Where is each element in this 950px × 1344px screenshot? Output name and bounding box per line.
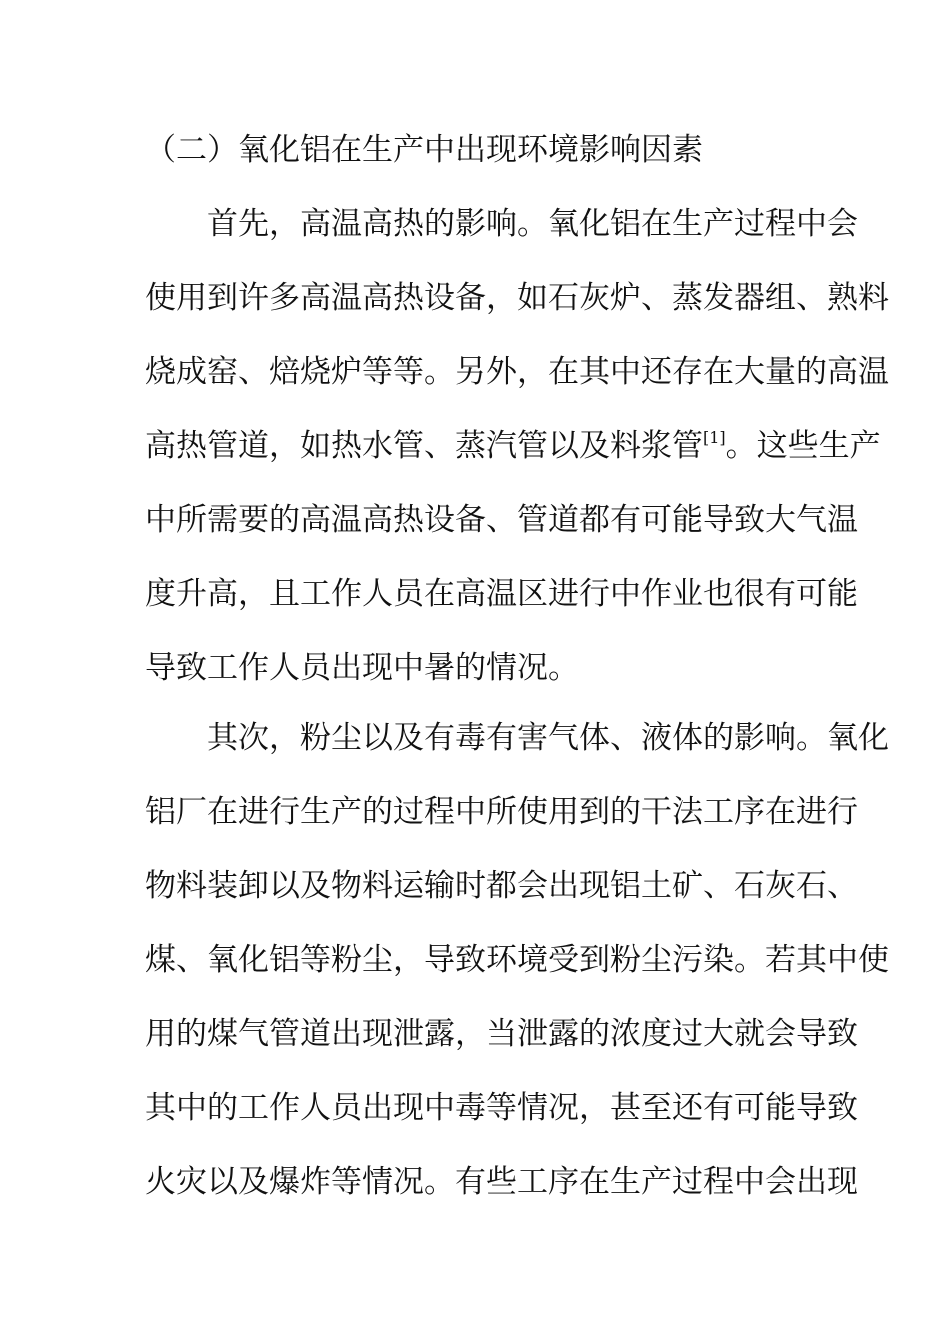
paragraph-line: 火灾以及爆炸等情况。有些工序在生产过程中会出现 bbox=[145, 1164, 858, 1200]
paragraph-line: 使用到许多高温高热设备，如石灰炉、蒸发器组、熟料 bbox=[145, 280, 889, 316]
section-heading bbox=[145, 113, 810, 187]
paragraph-line: 烧成窑、焙烧炉等等。另外，在其中还存在大量的高温 bbox=[145, 354, 889, 390]
line-text: 高热管道，如热水管、蒸汽管以及料浆管 bbox=[145, 428, 703, 464]
paragraph-line-with-citation bbox=[145, 409, 881, 483]
paragraph-dust bbox=[145, 701, 889, 1219]
heading-line: （二）氧化铝在生产中出现环境影响因素 bbox=[145, 132, 703, 168]
paragraph-line: 用的煤气管道出现泄露，当泄露的浓度过大就会导致 bbox=[145, 1016, 858, 1052]
paragraph-line: 煤、氧化铝等粉尘，导致环境受到粉尘污染。若其中使 bbox=[145, 942, 889, 978]
paragraph-line: 物料装卸以及物料运输时都会出现铝土矿、石灰石、 bbox=[145, 868, 858, 904]
citation-superscript: [1] bbox=[703, 428, 726, 447]
paragraph-line: 其次，粉尘以及有毒有害气体、液体的影响。氧化 bbox=[207, 720, 889, 756]
paragraph-line: 导致工作人员出现中暑的情况。 bbox=[145, 650, 579, 686]
paragraph-heat bbox=[145, 187, 889, 705]
paragraph-line: 其中的工作人员出现中毒等情况，甚至还有可能导致 bbox=[145, 1090, 858, 1126]
paragraph-line: 中所需要的高温高热设备、管道都有可能导致大气温 bbox=[145, 502, 858, 538]
line-text: 。这些生产 bbox=[725, 428, 881, 464]
paragraph-line: 首先，高温高热的影响。氧化铝在生产过程中会 bbox=[207, 206, 858, 242]
paragraph-line: 度升高，且工作人员在高温区进行中作业也很有可能 bbox=[145, 576, 858, 612]
paragraph-line: 铝厂在进行生产的过程中所使用到的干法工序在进行 bbox=[145, 794, 858, 830]
